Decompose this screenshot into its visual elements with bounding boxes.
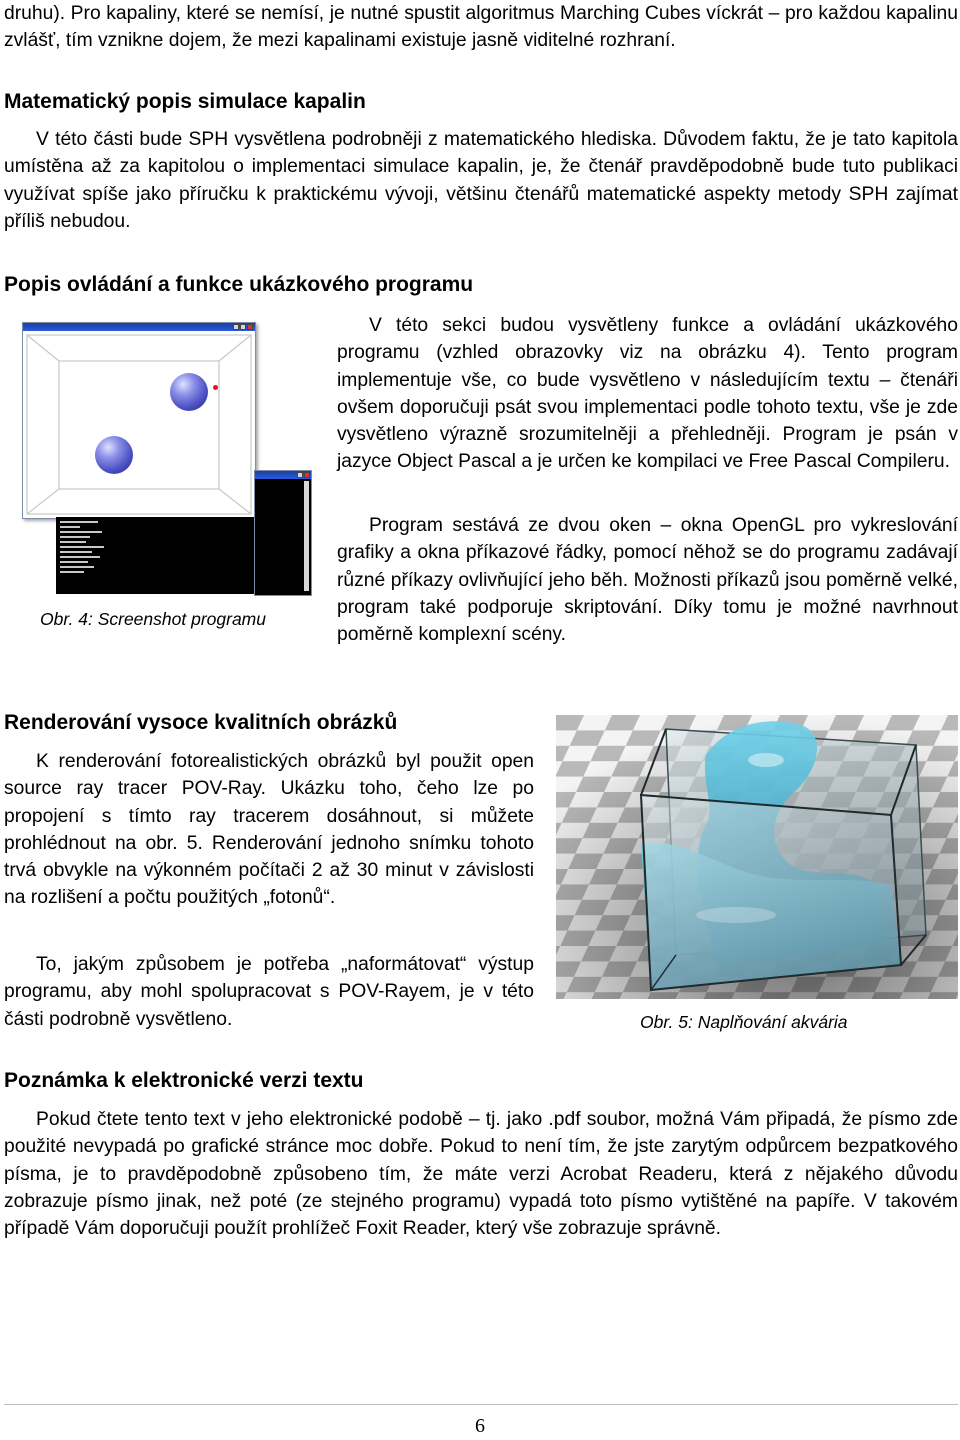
minimize-icon	[233, 324, 239, 330]
program-controls-paragraph-2: Program sestává ze dvou oken – okna OpenGL pro vykreslování grafiky a okna příkazové řádky, pomocí něhož se do programu zadávají různé příkazy ovlivňující jeho běh. Možnosti příkazů jsou poměrně velké, program také podporuje skriptování. Díky tomu je možné navrhnout poměrně komplexní scény.	[337, 515, 958, 646]
heading-math-description: Matematický popis simulace kapalin	[4, 90, 366, 113]
aquarium-render-figure	[556, 715, 958, 999]
command-window	[254, 470, 312, 596]
command-window-titlebar	[255, 471, 311, 479]
minimize-icon	[297, 472, 303, 478]
program-controls-paragraph-1: V této sekci budou vysvětleny funkce a ovládání ukázkového programu (vzhled obrazovky viz na obrázku 4). Tento program implementuje vše, co bude vysvětleno v následujícím textu – čtenáři ovšem doporučuji psát svou implementaci podle tohoto textu, vše je zde vysvětleno výrazně srozumitelněji a přehledněji. Program je psán v jazyce Object Pascal a je určen ke kompilaci ve Free Pascal Compileru.	[337, 315, 958, 473]
program-screenshot-figure	[22, 322, 312, 594]
close-icon	[304, 472, 310, 478]
red-particle	[213, 385, 218, 390]
heading-program-controls: Popis ovládání a funkce ukázkového programu	[4, 273, 474, 296]
opengl-scene	[25, 333, 253, 516]
figure-4-caption: Obr. 4: Screenshot programu	[40, 609, 266, 629]
maximize-icon	[240, 324, 246, 330]
opengl-window-titlebar	[23, 323, 255, 331]
footer-divider	[4, 1404, 958, 1405]
sphere-lower	[95, 436, 133, 474]
close-icon	[247, 324, 253, 330]
electronic-version-paragraph: Pokud čtete tento text v jeho elektronické podobě – tj. jako .pdf soubor, možná Vám připadá, že písmo zde použité nevypadá po grafické stránce moc dobře. Pokud to není tím, že jste zarytým odpůrcem bezpatkového písma, je to pravděpodobně způsobeno tím, že máte verzi Acrobat Readeru, která z nějakého důvodu zobrazuje písmo jinak, než poté (ze stejného programu) vypadá toto písmo vytištěné na papíře. V takovém případě Vám doporučuji použít prohlížeč Foxit Reader, který vše zobrazuje správně.	[4, 1109, 958, 1240]
sphere-upper	[170, 373, 208, 411]
heading-electronic-version-note: Poznámka k elektronické verzi textu	[4, 1069, 364, 1092]
figure-5-caption: Obr. 5: Naplňování akvária	[640, 1012, 848, 1032]
heading-rendering: Renderování vysoce kvalitních obrázků	[4, 711, 398, 734]
opengl-window	[22, 322, 256, 519]
command-window-body	[56, 517, 254, 594]
rendering-paragraph-2: To, jakým způsobem je potřeba „naformátovat“ výstup programu, aby mohl spolupracovat s POV-Rayem, je v této části podrobně vysvětleno.	[4, 954, 534, 1030]
intro-paragraph: druhu). Pro kapaliny, které se nemísí, je nutné spustit algoritmus Marching Cubes víckrát – pro každou kapalinu zvlášť, tím vznikne dojem, že mezi kapalinami existuje jasně viditelné rozhraní.	[4, 3, 958, 52]
page-number: 6	[475, 1415, 485, 1437]
rendering-paragraph-1: K renderování fotorealistických obrázků byl použit open source ray tracer POV-Ray. Ukázku toho, čeho lze po propojení s tímto ray tracerem dosáhnout, si můžete prohlédnout na obr. 5. Renderování jednoho snímku tohoto trvá obvykle na výkonném počítači 2 až 30 minut v závislosti na rozlišení a počtu použitých „fotonů“.	[4, 751, 534, 909]
scrollbar	[304, 481, 309, 591]
math-description-paragraph: V této části bude SPH vysvětlena podrobněji z matematického hlediska. Důvodem faktu, že je tato kapitola umístěna až za kapitolou o implementaci simulace kapalin, je, že čtenář pravděpodobně bude tuto publikaci využívat spíše jako příručku k praktickému vývoji, většinu čtenářů matematické aspekty metody SPH zajímat příliš nebudou.	[4, 129, 958, 232]
